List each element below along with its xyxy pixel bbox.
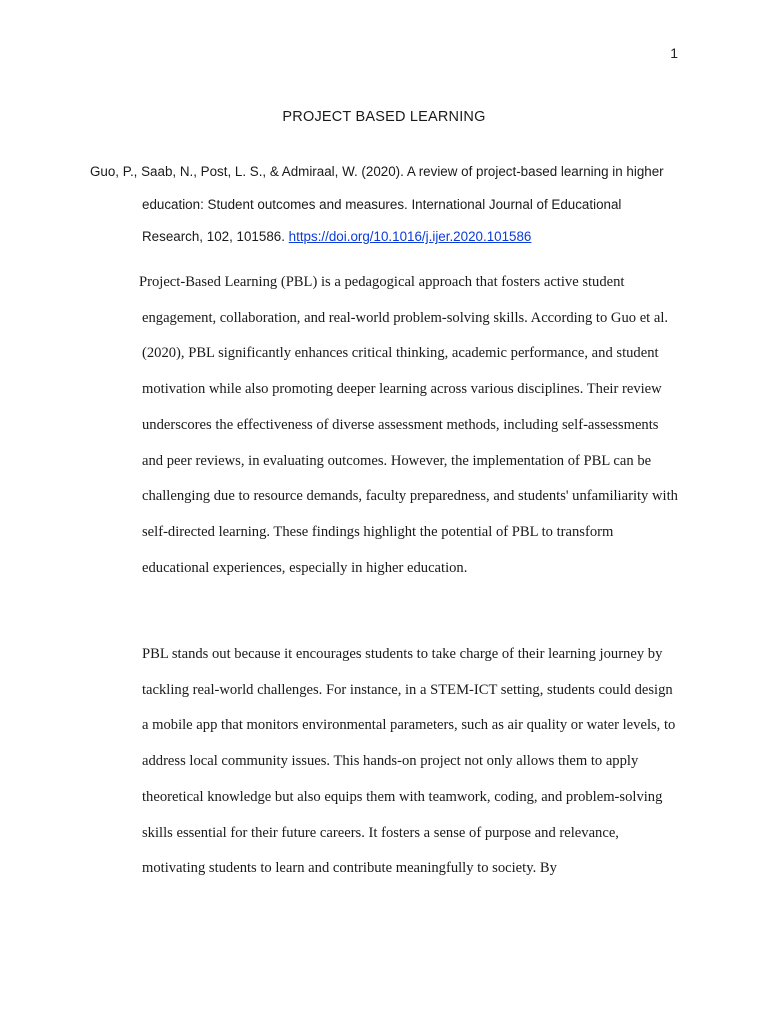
- body-paragraph-1: Project-Based Learning (PBL) is a pedagogical approach that fosters active student engagement, collaboration, and real-world problem-solving skills. According to Guo et al. (2020), PBL significantly enhances critical thinking, academic performance, and student motivation while also promoting deeper learning across various disciplines. Their review underscores the effectiveness of diverse assessment methods, including self-assessments and peer reviews, in evaluating outcomes. However, the implementation of PBL can be challenging due to resource demands, faculty preparedness, and students' unfamiliarity with self-directed learning. These findings highlight the potential of PBL to transform educational experiences, especially in higher education.: [139, 274, 678, 576]
- page-number: 1: [670, 45, 678, 61]
- reference-citation: [90, 156, 682, 254]
- doi-link[interactable]: https://doi.org/10.1016/j.ijer.2020.101586: [288, 229, 532, 244]
- reference-text: Guo, P., Saab, N., Post, L. S., & Admiraal, W. (2020). A review of project-based learning in higher education: Student outcomes and measures. International Journal of Educational Research, 102, 101586.: [90, 164, 664, 244]
- body-paragraph-2: PBL stands out because it encourages students to take charge of their learning journey by tackling real-world challenges. For instance, in a STEM-ICT setting, students could design a mobile app that monitors environmental parameters, such as air quality or water levels, to address local community issues. This hands-on project not only allows them to apply theoretical knowledge but also equips them with teamwork, coding, and problem-solving skills essential for their future careers. It fosters a sense of purpose and relevance, motivating students to learn and contribute meaningfully to society. By: [142, 646, 676, 877]
- document-title: PROJECT BASED LEARNING: [282, 109, 486, 125]
